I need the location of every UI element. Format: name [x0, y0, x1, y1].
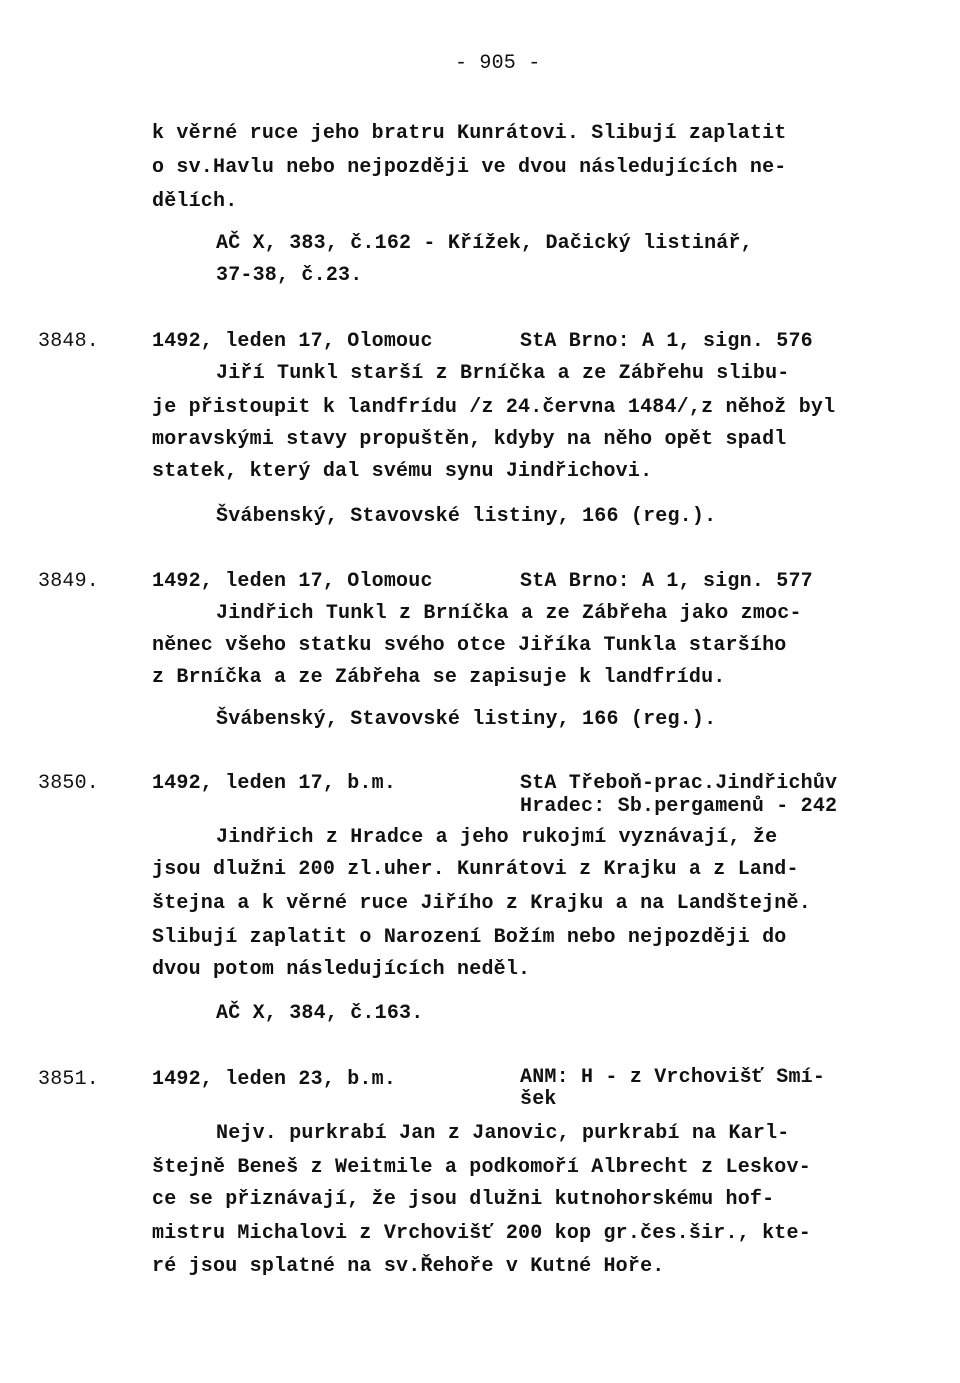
- entry-archive: ANM: H - z Vrchovišť Smí-: [520, 1066, 826, 1089]
- entry-text-line: Nejv. purkrabí Jan z Janovic, purkrabí na Karl-: [216, 1122, 790, 1145]
- entry-date: 1492, leden 17, b.m.: [152, 772, 397, 795]
- entry-date: 1492, leden 17, Olomouc: [152, 570, 433, 593]
- entry-text-line: něnec všeho statku svého otce Jiříka Tunkla staršího: [152, 634, 787, 657]
- entry-archive: StA Brno: A 1, sign. 576: [520, 330, 813, 353]
- entry-text-line: mistru Michalovi z Vrchovišť 200 kop gr.čes.šir., kte-: [152, 1222, 811, 1245]
- entry-text-line: Jindřich z Hradce a jeho rukojmí vyznávají, že: [216, 826, 778, 849]
- entry-text-line: ré jsou splatné na sv.Řehoře v Kutné Hoře.: [152, 1255, 665, 1278]
- entry-source: AČ X, 384, č.163.: [216, 1002, 424, 1025]
- entry-text-line: štejna a k věrné ruce Jiřího z Krajku a na Landštejně.: [152, 892, 811, 915]
- entry-date: 1492, leden 17, Olomouc: [152, 330, 433, 353]
- entry-number: 3849.: [38, 570, 100, 593]
- entry-archive: StA Brno: A 1, sign. 577: [520, 570, 813, 593]
- page-number: - 905 -: [455, 52, 541, 75]
- intro-line: o sv.Havlu nebo nejpozději ve dvou následujících ne-: [152, 156, 787, 179]
- entry-archive: StA Třeboň-prac.Jindřichův: [520, 772, 838, 795]
- entry-number: 3851.: [38, 1068, 100, 1091]
- intro-line: dělích.: [152, 190, 238, 213]
- entry-date: 1492, leden 23, b.m.: [152, 1068, 397, 1091]
- entry-text-line: je přistoupit k landfrídu /z 24.června 1484/,z něhož byl: [152, 396, 836, 419]
- entry-text-line: Jiří Tunkl starší z Brníčka a ze Zábřehu slibu-: [216, 362, 790, 385]
- entry-text-line: Jindřich Tunkl z Brníčka a ze Zábřeha jako zmoc-: [216, 602, 802, 625]
- entry-text-line: dvou potom následujících neděl.: [152, 958, 531, 981]
- entry-number: 3850.: [38, 772, 100, 795]
- entry-text-line: ce se přiznávají, že jsou dlužni kutnohorskému hof-: [152, 1188, 775, 1211]
- entry-text-line: jsou dlužni 200 zl.uher. Kunrátovi z Krajku a z Land-: [152, 858, 799, 881]
- entry-text-line: moravskými stavy propuštěn, kdyby na něho opět spadl: [152, 428, 787, 451]
- entry-archive: Hradec: Sb.pergamenů - 242: [520, 795, 838, 818]
- entry-text-line: z Brníčka a ze Zábřeha se zapisuje k landfrídu.: [152, 666, 726, 689]
- entry-text-line: štejně Beneš z Weitmile a podkomoří Albrecht z Leskov-: [152, 1156, 811, 1179]
- entry-source: Švábenský, Stavovské listiny, 166 (reg.).: [216, 505, 717, 528]
- entry-number: 3848.: [38, 330, 100, 353]
- entry-text-line: Slibují zaplatit o Narození Božím nebo nejpozději do: [152, 926, 787, 949]
- entry-archive: šek: [520, 1088, 557, 1111]
- intro-line: k věrné ruce jeho bratru Kunrátovi. Slibují zaplatit: [152, 122, 787, 145]
- entry-text-line: statek, který dal svému synu Jindřichovi.: [152, 460, 653, 483]
- entry-source: Švábenský, Stavovské listiny, 166 (reg.).: [216, 708, 717, 731]
- intro-source-line: AČ X, 383, č.162 - Křížek, Dačický listinář,: [216, 232, 753, 255]
- intro-source-line: 37-38, č.23.: [216, 264, 363, 287]
